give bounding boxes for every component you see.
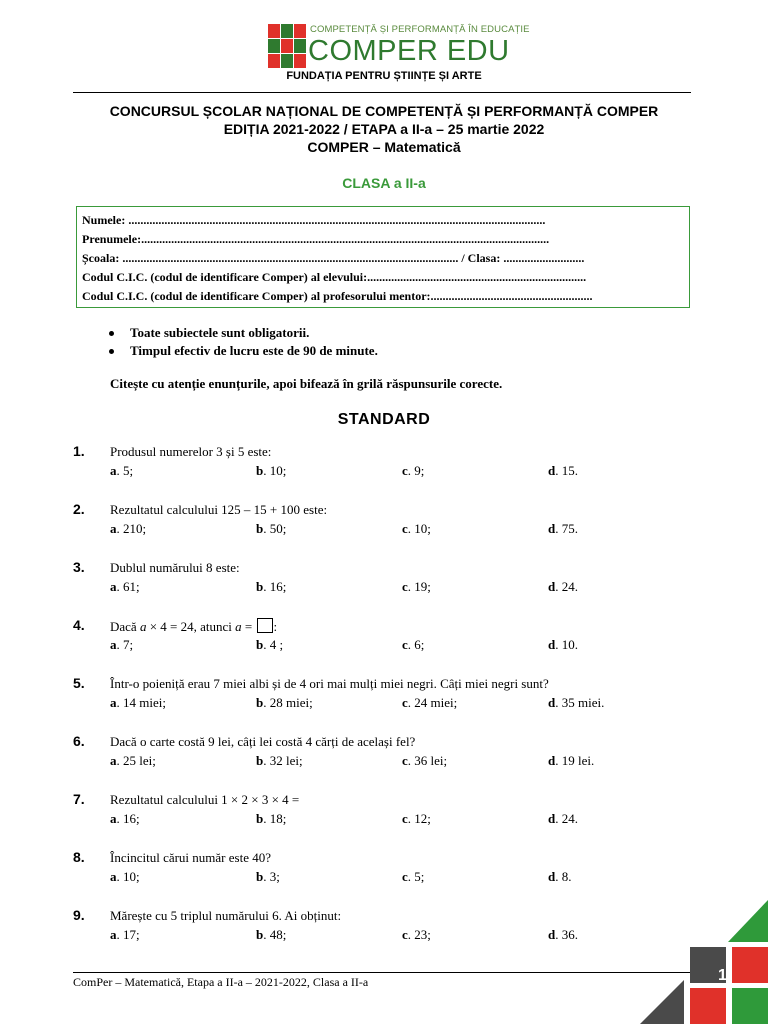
option-b[interactable]: b. 18; — [256, 811, 287, 826]
option-c[interactable]: c. 10; — [402, 521, 431, 536]
instruction-item: Timpul efectiv de lucru este de 90 de minute. — [104, 343, 378, 361]
question-number: 3. — [73, 559, 85, 575]
question-number: 6. — [73, 733, 85, 749]
option-b[interactable]: b. 32 lei; — [256, 753, 303, 768]
question-text: Dacă o carte costă 9 lei, câți lei costă 4 cărți de același fel? — [110, 734, 416, 749]
question-6 — [0, 733, 768, 773]
option-d[interactable]: d. 10. — [548, 637, 578, 652]
option-c[interactable]: c. 19; — [402, 579, 431, 594]
instruction-item: Toate subiectele sunt obligatorii. — [104, 325, 378, 343]
question-text: Dacă a × 4 = 24, atunci a = : — [110, 619, 278, 634]
footer-text: ComPer – Matematică, Etapa a II-a – 2021-2022, Clasa a II-a — [73, 975, 369, 989]
section-title: STANDARD — [337, 411, 431, 428]
option-c[interactable]: c. 36 lei; — [402, 753, 448, 768]
option-d[interactable]: d. 24. — [548, 579, 578, 594]
option-d[interactable]: d. 19 lei. — [548, 753, 595, 768]
mentor-code-field[interactable]: Codul C.I.C. (codul de identificare Comper) al profesorului mentor:...................................................... — [82, 289, 593, 303]
instructions-list — [104, 325, 378, 361]
question-5 — [0, 675, 768, 715]
question-text: Încincitul cărui număr este 40? — [110, 850, 271, 865]
instructions-note: Citește cu atenție enunțurile, apoi bifează în grilă răspunsurile corecte. — [110, 376, 503, 391]
question-number: 5. — [73, 675, 85, 691]
question-3 — [0, 559, 768, 599]
logo-name: COMPER EDU — [308, 35, 510, 67]
option-d[interactable]: d. 15. — [548, 463, 578, 478]
option-a[interactable]: a. 25 lei; — [110, 753, 156, 768]
option-c[interactable]: c. 9; — [402, 463, 425, 478]
answer-box[interactable] — [257, 618, 273, 633]
question-4 — [0, 617, 768, 657]
question-number: 8. — [73, 849, 85, 865]
option-a[interactable]: a. 61; — [110, 579, 140, 594]
option-a[interactable]: a. 5; — [110, 463, 134, 478]
question-number: 1. — [73, 443, 85, 459]
option-b[interactable]: b. 16; — [256, 579, 287, 594]
option-c[interactable]: c. 5; — [402, 869, 425, 884]
first-name-field[interactable]: Prenumele:........................................................................................................................................ — [82, 232, 550, 246]
bullet-icon — [109, 331, 114, 336]
identification-box — [76, 206, 690, 308]
option-d[interactable]: d. 36. — [548, 927, 578, 942]
option-a[interactable]: a. 210; — [110, 521, 147, 536]
class-title: CLASA a II-a — [342, 175, 426, 191]
option-d[interactable]: d. 75. — [548, 521, 578, 536]
option-b[interactable]: b. 10; — [256, 463, 287, 478]
name-field[interactable]: Numele: ........................................................................................................................................... — [82, 213, 546, 227]
question-2 — [0, 501, 768, 541]
question-text: Dublul numărului 8 este: — [110, 560, 240, 575]
question-number: 4. — [73, 617, 85, 633]
option-a[interactable]: a. 16; — [110, 811, 140, 826]
option-c[interactable]: c. 24 miei; — [402, 695, 458, 710]
option-c[interactable]: c. 23; — [402, 927, 431, 942]
question-8 — [0, 849, 768, 889]
logo-tagline: COMPETENȚĂ ȘI PERFORMANȚĂ ÎN EDUCAȚIE — [310, 24, 530, 35]
option-a[interactable]: a. 7; — [110, 637, 134, 652]
option-a[interactable]: a. 14 miei; — [110, 695, 166, 710]
question-1 — [0, 443, 768, 483]
option-b[interactable]: b. 28 miei; — [256, 695, 313, 710]
question-number: 7. — [73, 791, 85, 807]
option-c[interactable]: c. 12; — [402, 811, 431, 826]
question-text: Produsul numerelor 3 și 5 este: — [110, 444, 272, 459]
comper-edu-logo — [268, 24, 530, 68]
bullet-icon — [109, 349, 114, 354]
question-text: Rezultatul calculului 1 × 2 × 3 × 4 = — [110, 792, 300, 807]
question-number: 9. — [73, 907, 85, 923]
question-7 — [0, 791, 768, 831]
edition-line: EDIȚIA 2021-2022 / ETAPA a II-a – 25 martie 2022 — [223, 121, 545, 137]
corner-decoration-icon — [640, 900, 768, 1024]
option-d[interactable]: d. 24. — [548, 811, 578, 826]
foundation-name: FUNDAȚIA PENTRU ȘTIINȚE ȘI ARTE — [286, 70, 482, 82]
footer-divider — [73, 972, 713, 973]
student-code-field[interactable]: Codul C.I.C. (codul de identificare Comper) al elevului:......................................................................... — [82, 270, 587, 284]
contest-title: CONCURSUL ȘCOLAR NAȚIONAL DE COMPETENȚĂ ȘI PERFORMANȚĂ COMPER — [109, 103, 659, 119]
header-divider — [73, 92, 691, 93]
logo-grid-icon — [268, 24, 306, 68]
option-d[interactable]: d. 35 miei. — [548, 695, 605, 710]
question-number: 2. — [73, 501, 85, 517]
option-b[interactable]: b. 4 ; — [256, 637, 284, 652]
question-text: Mărește cu 5 triplul numărului 6. Ai obținut: — [110, 908, 342, 923]
option-d[interactable]: d. 8. — [548, 869, 572, 884]
option-b[interactable]: b. 48; — [256, 927, 287, 942]
question-text: Rezultatul calculului 125 – 15 + 100 este: — [110, 502, 328, 517]
subject-line: COMPER – Matematică — [307, 139, 461, 155]
page-number: 1 — [718, 967, 727, 984]
option-a[interactable]: a. 10; — [110, 869, 140, 884]
option-b[interactable]: b. 50; — [256, 521, 287, 536]
school-class-field[interactable]: Școala: ................................................................................................................ / Clasa: ........................... — [82, 251, 585, 265]
option-a[interactable]: a. 17; — [110, 927, 140, 942]
option-b[interactable]: b. 3; — [256, 869, 280, 884]
question-text: Într-o poieniță erau 7 miei albi și de 4 ori mai mulți miei negri. Câți miei negri sunt? — [110, 676, 549, 691]
option-c[interactable]: c. 6; — [402, 637, 425, 652]
